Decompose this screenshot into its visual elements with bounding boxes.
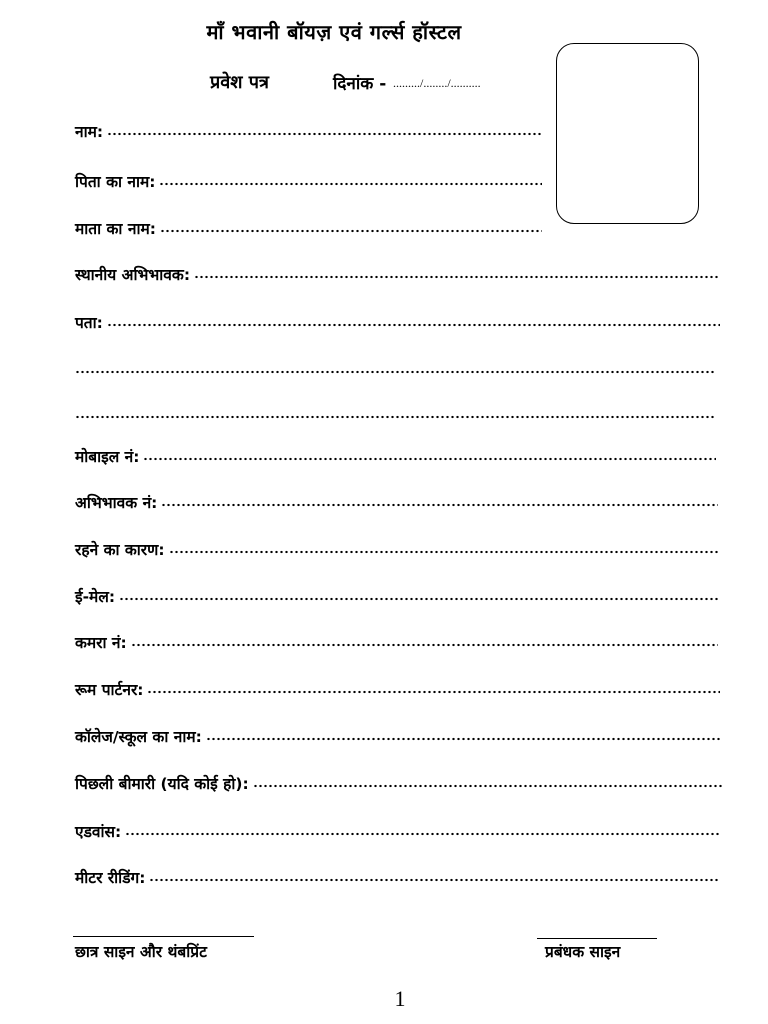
student-signature-line[interactable] — [73, 936, 254, 937]
local-guardian-label: स्थानीय अभिभावक: — [75, 266, 191, 284]
name-field[interactable] — [75, 118, 542, 142]
mother-name-label: माता का नाम: — [75, 220, 156, 238]
college-field[interactable] — [75, 723, 722, 747]
student-signature-label: छात्र साइन और थंबप्रिंट — [75, 943, 207, 961]
room-partner-label: रूम पार्टनर: — [75, 681, 144, 699]
address-label: पता: — [75, 314, 103, 332]
mobile-blank[interactable] — [143, 456, 716, 462]
mobile-field[interactable] — [75, 443, 716, 467]
name-label: नाम: — [75, 123, 104, 141]
father-name-label: पिता का नाम: — [75, 173, 156, 191]
reason-blank[interactable] — [169, 549, 718, 555]
address-blank-3[interactable] — [75, 414, 716, 420]
address-field[interactable] — [75, 309, 720, 333]
illness-blank[interactable] — [253, 783, 724, 789]
address-blank-2[interactable] — [75, 369, 716, 375]
form-name: प्रवेश पत्र — [210, 72, 269, 93]
advance-blank[interactable] — [125, 831, 720, 837]
date-label: दिनांक - — [333, 74, 387, 94]
room-no-field[interactable] — [75, 629, 718, 653]
room-partner-blank[interactable] — [147, 689, 720, 695]
room-partner-field[interactable] — [75, 676, 720, 700]
photo-box — [556, 43, 699, 224]
local-guardian-blank[interactable] — [194, 274, 720, 280]
address-line-2[interactable] — [75, 356, 716, 380]
illness-field[interactable] — [75, 770, 724, 794]
local-guardian-field[interactable] — [75, 261, 720, 285]
email-label: ई-मेल: — [75, 588, 116, 606]
guardian-no-label: अभिभावक नं: — [75, 494, 158, 512]
college-blank[interactable] — [206, 736, 722, 742]
room-no-blank[interactable] — [131, 642, 718, 648]
mobile-label: मोबाइल नं: — [75, 448, 140, 466]
guardian-no-field[interactable] — [75, 489, 718, 513]
manager-signature-line[interactable] — [537, 938, 657, 939]
meter-label: मीटर रीडिंग: — [75, 869, 146, 887]
illness-label: पिछली बीमारी (यदि कोई हो): — [75, 775, 249, 793]
meter-field[interactable] — [75, 864, 720, 888]
manager-signature-label: प्रबंधक साइन — [545, 943, 621, 961]
address-line-3[interactable] — [75, 401, 716, 425]
email-field[interactable] — [75, 583, 718, 607]
mother-name-blank[interactable] — [160, 228, 542, 234]
mother-name-field[interactable] — [75, 215, 542, 239]
hostel-title: माँ भवानी बॉयज़ एवं गर्ल्स हॉस्टल — [206, 20, 462, 44]
college-label: कॉलेज/स्कूल का नाम: — [75, 728, 202, 746]
guardian-no-blank[interactable] — [161, 502, 718, 508]
father-name-blank[interactable] — [159, 181, 542, 187]
advance-label: एडवांस: — [75, 823, 122, 841]
room-no-label: कमरा नं: — [75, 634, 127, 652]
page-number: 1 — [394, 986, 406, 1011]
advance-field[interactable] — [75, 818, 720, 842]
father-name-field[interactable] — [75, 168, 542, 192]
meter-blank[interactable] — [149, 877, 720, 883]
date-blanks[interactable]: ........./......../.......... — [393, 76, 481, 90]
email-blank[interactable] — [119, 596, 718, 602]
name-blank[interactable] — [107, 131, 542, 137]
address-blank-1[interactable] — [107, 322, 720, 328]
reason-field[interactable] — [75, 536, 718, 560]
reason-label: रहने का कारण: — [75, 541, 165, 559]
